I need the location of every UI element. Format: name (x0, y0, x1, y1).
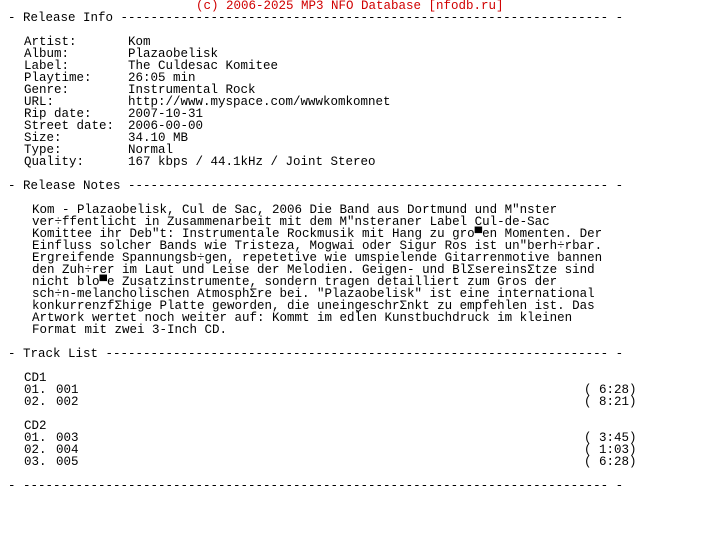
notes-line: Komittee ihr Deb"t: Instrumentale Rockmusik mit Hang zu gro▀en Momenten. Der (32, 227, 603, 241)
field-label-url: URL: (24, 95, 55, 109)
field-label-album: Album: (24, 47, 70, 61)
field-value-type: Normal (128, 143, 174, 157)
track-title: 003 (56, 431, 79, 445)
footer-divider: - ------------------------------------------------------------------------------ - (8, 479, 624, 493)
track-duration: ( 6:28) (584, 383, 637, 397)
release-notes-section-title: - Release Notes ---------------------------------------------------------------- - (8, 179, 624, 193)
field-value-artist: Kom (128, 35, 151, 49)
field-value-rip-date: 2007-10-31 (128, 107, 204, 121)
site-copyright-header: (c) 2006-2025 MP3 NFO Database [nfodb.ru] (196, 0, 504, 13)
track-number: 01. (24, 383, 47, 397)
notes-line: Ergreifende Spannungsb÷gen, repetetive wie umspielende Gitarrenmotive bannen (32, 251, 603, 265)
field-label-playtime: Playtime: (24, 71, 92, 85)
disc-label-cd1: CD1 (24, 371, 47, 385)
field-label-genre: Genre: (24, 83, 70, 97)
field-value-size: 34.10 MB (128, 131, 189, 145)
track-title: 001 (56, 383, 79, 397)
field-label-label: Label: (24, 59, 70, 73)
track-duration: ( 3:45) (584, 431, 637, 445)
field-label-street-date: Street date: (24, 119, 115, 133)
track-title: 002 (56, 395, 79, 409)
track-list-section-title: - Track List ------------------------------------------------------------------- - (8, 347, 624, 361)
field-label-size: Size: (24, 131, 62, 145)
notes-line: den Zuh÷rer im Laut und Leise der Melodien. Geigen- und BlΣsereinsΣtze sind (32, 263, 595, 277)
field-value-genre: Instrumental Rock (128, 83, 256, 97)
notes-line: sch÷n-melancholischen AtmosphΣre bei. "Plazaobelisk" ist eine international (32, 287, 595, 301)
field-label-type: Type: (24, 143, 62, 157)
notes-line: Format mit zwei 3-Inch CD. (32, 323, 228, 337)
field-value-quality: 167 kbps / 44.1kHz / Joint Stereo (128, 155, 376, 169)
field-value-url: http://www.myspace.com/wwwkomkomnet (128, 95, 391, 109)
track-number: 02. (24, 443, 47, 457)
notes-line: Kom - Plazaobelisk, Cul de Sac, 2006 Die Band aus Dortmund und M"nster (32, 203, 558, 217)
field-value-street-date: 2006-00-00 (128, 119, 204, 133)
field-label-artist: Artist: (24, 35, 77, 49)
track-number: 02. (24, 395, 47, 409)
field-value-playtime: 26:05 min (128, 71, 196, 85)
field-label-quality: Quality: (24, 155, 85, 169)
track-number: 03. (24, 455, 47, 469)
disc-label-cd2: CD2 (24, 419, 47, 433)
track-duration: ( 6:28) (584, 455, 637, 469)
notes-line: Artwork wertet noch weiter auf: Kommt im edlen Kunstbuchdruck im kleinen (32, 311, 573, 325)
track-number: 01. (24, 431, 47, 445)
track-title: 004 (56, 443, 79, 457)
track-title: 005 (56, 455, 79, 469)
field-value-label: The Culdesac Komitee (128, 59, 279, 73)
field-label-rip-date: Rip date: (24, 107, 92, 121)
track-duration: ( 8:21) (584, 395, 637, 409)
notes-line: Einfluss solcher Bands wie Tristeza, Mogwai oder Sigur Ros ist un"berh÷rbar. (32, 239, 603, 253)
notes-line: ver÷ffentlicht in Zusammenarbeit mit dem M"nsteraner Label Cul-de-Sac (32, 215, 550, 229)
notes-line: nicht blo▀e Zusatzinstrumente, sondern tragen detailliert zum Gros der (32, 275, 558, 289)
field-value-album: Plazaobelisk (128, 47, 219, 61)
track-duration: ( 1:03) (584, 443, 637, 457)
notes-line: konkurrenzfΣhige Platte geworden, die uneingeschrΣnkt zu empfehlen ist. Das (32, 299, 595, 313)
release-info-section-title: - Release Info ----------------------------------------------------------------- - (8, 11, 624, 25)
